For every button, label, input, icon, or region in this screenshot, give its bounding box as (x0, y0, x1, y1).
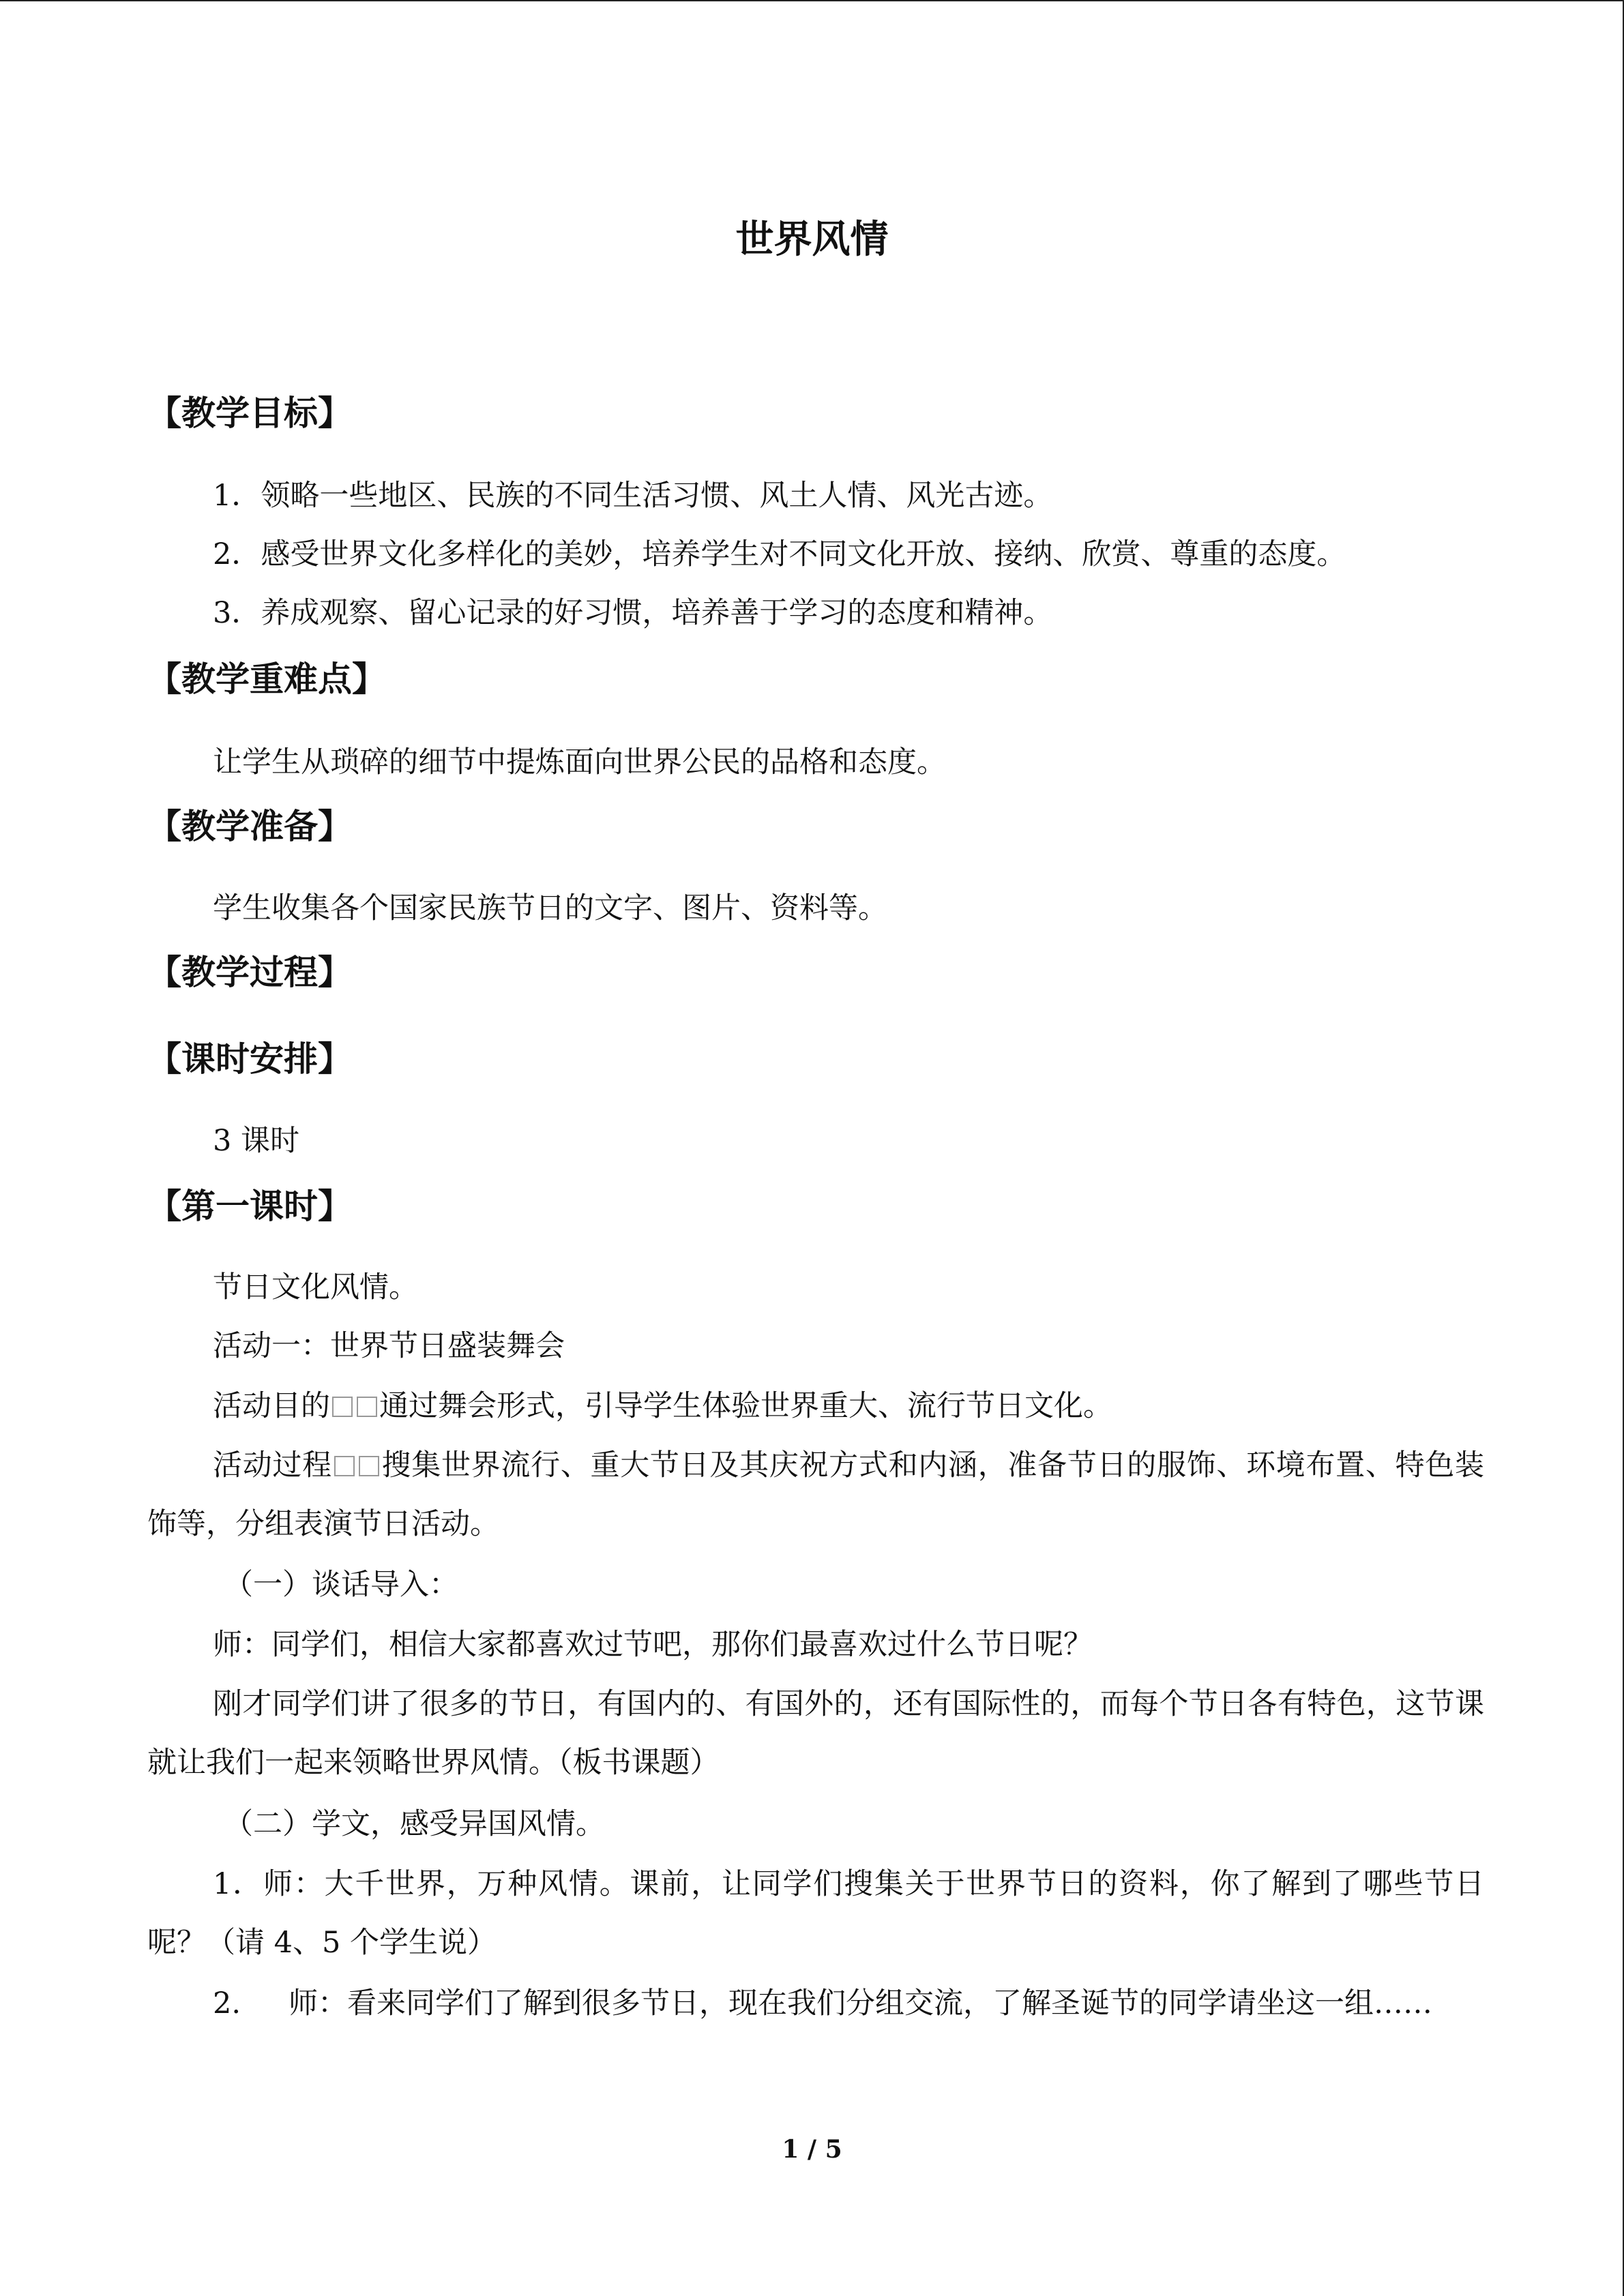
activity-process (147, 1436, 1484, 1553)
step-two-text: 师：看来同学们了解到很多节日，现在我们分组交流，了解圣诞节的同学请坐这一组…… (289, 1986, 1433, 2021)
step-two-number: 2. (213, 1986, 241, 2021)
step-one-paragraph: 1．师：大千世界，万种风情。课前，让同学们搜集关于世界节日的资料，你了解到了哪些节日呢？（请 4、5 个学生说） (147, 1867, 1484, 1960)
teacher-question: 师：同学们，相信大家都喜欢过节吧，那你们最喜欢过什么节日呢？ (213, 1628, 1093, 1662)
part-one-heading: （一）谈话导入： (224, 1568, 458, 1602)
heading-schedule: 【课时安排】 (147, 1039, 352, 1079)
missing-glyph-box (332, 1397, 353, 1417)
key-points-text: 让学生从琐碎的细节中提炼面向世界公民的品格和态度。 (213, 745, 946, 779)
goal-item-2: 2．感受世界文化多样化的美妙，培养学生对不同文化开放、接纳、欣赏、尊重的态度。 (213, 537, 1346, 571)
goal-item-1: 1．领略一些地区、民族的不同生活习惯、风土人情、风光古迹。 (213, 479, 1053, 513)
recap-paragraph: 刚才同学们讲了很多的节日，有国内的、有国外的，还有国际性的，而每个节日各有特色，这节课就让我们一起来领略世界风情。（板书课题） (147, 1687, 1484, 1780)
missing-glyph-box (359, 1456, 379, 1476)
goal-item-3: 3．养成观察、留心记录的好习惯，培养善于学习的态度和精神。 (213, 596, 1053, 630)
part-two-heading: （二）学文，感受异国风情。 (224, 1807, 605, 1841)
process-label: 活动过程 (213, 1448, 332, 1482)
schedule-text: 3 课时 (213, 1124, 300, 1158)
missing-glyph-box (357, 1397, 377, 1417)
heading-preparation: 【教学准备】 (147, 807, 352, 846)
step-two-paragraph (147, 1974, 1484, 2033)
activity-purpose (147, 1377, 1484, 1435)
purpose-label: 活动目的 (213, 1389, 330, 1423)
heading-key-points: 【教学重难点】 (147, 659, 386, 699)
heading-lesson-one: 【第一课时】 (147, 1187, 352, 1226)
page-number: 1 / 5 (782, 2135, 842, 2164)
lesson-topic: 节日文化风情。 (213, 1270, 418, 1304)
purpose-text: 通过舞会形式，引导学生体验世界重大、流行节日文化。 (379, 1389, 1112, 1423)
heading-teaching-process: 【教学过程】 (147, 953, 352, 992)
activity-one-title: 活动一：世界节日盛装舞会 (213, 1329, 565, 1363)
heading-teaching-goals: 【教学目标】 (147, 393, 352, 433)
process-text: 搜集世界流行、重大节日及其庆祝方式和内涵，准备节日的服饰、环境布置、特色装饰等，分组表演节日活动。 (147, 1448, 1485, 1541)
missing-glyph-box (334, 1456, 355, 1476)
document-title: 世界风情 (735, 218, 889, 262)
preparation-text: 学生收集各个国家民族节日的文字、图片、资料等。 (213, 891, 887, 925)
page-top-border (0, 0, 1624, 1)
